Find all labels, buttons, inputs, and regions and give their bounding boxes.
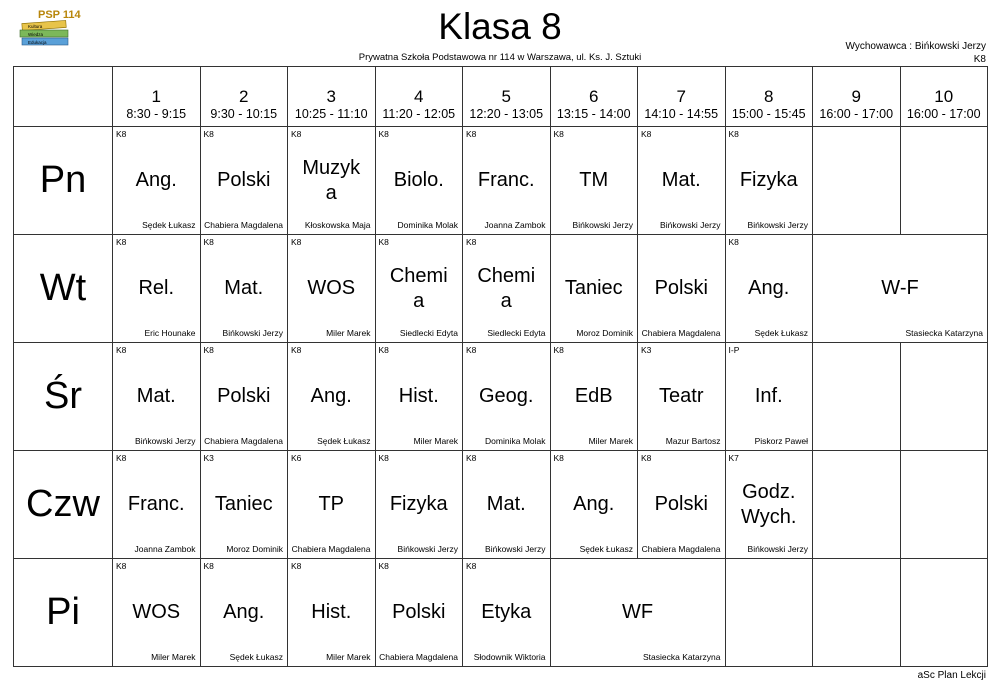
period-header xyxy=(463,67,551,127)
lesson-subject xyxy=(463,451,550,558)
lesson-teacher: Moroz Dominik xyxy=(226,544,283,554)
corner-cell xyxy=(14,67,113,127)
lesson-subject xyxy=(638,343,725,450)
lesson-subject xyxy=(113,451,200,558)
lesson-subject xyxy=(201,235,288,342)
empty-slot xyxy=(813,451,901,559)
subject-line: Geog. xyxy=(479,385,534,407)
subject-line: Franc. xyxy=(477,169,535,191)
lesson-group-code: K8 xyxy=(116,561,127,571)
lesson-cell xyxy=(550,235,638,343)
subject-line: EdB xyxy=(574,385,613,407)
subject-line: Muzyk xyxy=(302,156,361,179)
lesson-subject xyxy=(638,451,725,558)
lesson-teacher: Kłoskowska Maja xyxy=(304,220,371,230)
period-number: 4 xyxy=(414,87,424,106)
period-time: 12:20 - 13:05 xyxy=(469,107,544,121)
lesson-teacher: Joanna Zambok xyxy=(484,220,546,230)
lesson-teacher: Chabiera Magdalena xyxy=(204,436,283,446)
subject-line: a xyxy=(500,289,512,312)
lesson-subject xyxy=(113,559,200,666)
lesson-teacher: Mazur Bartosz xyxy=(665,436,721,446)
period-number: 10 xyxy=(934,87,954,106)
subject-line: Chemi xyxy=(389,264,448,287)
lesson-cell xyxy=(375,343,463,451)
lesson-subject xyxy=(288,559,375,666)
lesson-group-code: K8 xyxy=(466,237,477,247)
empty-slot xyxy=(725,559,813,667)
lesson-teacher: Moroz Dominik xyxy=(576,328,633,338)
subject-line: Polski xyxy=(392,601,446,623)
lesson-cell xyxy=(288,451,376,559)
subject-line: Chemi xyxy=(477,264,536,287)
day-row xyxy=(14,451,988,559)
lesson-teacher: Bińkowski Jerzy xyxy=(747,544,808,554)
lesson-group-code: K8 xyxy=(553,453,564,463)
lesson-teacher: Bińkowski Jerzy xyxy=(747,220,808,230)
day-label: Pi xyxy=(14,559,113,667)
lesson-subject xyxy=(726,235,813,342)
lesson-subject xyxy=(463,127,550,234)
lesson-subject xyxy=(551,127,638,234)
period-number: 8 xyxy=(764,87,774,106)
lesson-group-code: K8 xyxy=(378,453,389,463)
lesson-group-code: K3 xyxy=(641,345,652,355)
period-number: 3 xyxy=(326,87,336,106)
lesson-cell xyxy=(200,451,288,559)
lesson-teacher: Chabiera Magdalena xyxy=(204,220,283,230)
lesson-subject xyxy=(463,235,550,342)
subject-line: Fizyka xyxy=(389,493,448,515)
lesson-teacher: Siedlecki Edyta xyxy=(487,328,546,338)
subject-line: Godz. xyxy=(742,480,796,503)
subject-line: TP xyxy=(318,493,345,515)
lesson-group-code: K8 xyxy=(466,561,477,571)
lesson-group-code: K8 xyxy=(291,345,302,355)
lesson-cell xyxy=(463,127,551,235)
subject-line: Ang. xyxy=(310,385,352,407)
lesson-cell xyxy=(288,343,376,451)
subject-line: WOS xyxy=(132,601,181,623)
day-label: Pn xyxy=(14,127,113,235)
lesson-cell xyxy=(113,343,201,451)
lesson-subject xyxy=(201,559,288,666)
lesson-teacher: Sędek Łukasz xyxy=(579,544,633,554)
subject-line: Ang. xyxy=(748,277,790,299)
lesson-group-code: K8 xyxy=(378,561,389,571)
subject-line: WF xyxy=(621,601,654,623)
logo-book-2: Wiedza xyxy=(28,32,44,37)
period-time: 8:30 - 9:15 xyxy=(126,107,187,121)
lesson-group-code: K8 xyxy=(116,345,127,355)
lesson-subject xyxy=(288,451,375,558)
empty-slot xyxy=(813,343,901,451)
period-time: 10:25 - 11:10 xyxy=(294,107,368,121)
lesson-group-code: K8 xyxy=(728,129,739,139)
lesson-teacher: Bińkowski Jerzy xyxy=(222,328,283,338)
period-header xyxy=(900,67,988,127)
lesson-teacher: Sędek Łukasz xyxy=(142,220,196,230)
subject-line: Hist. xyxy=(311,601,352,623)
day-row xyxy=(14,343,988,451)
lesson-subject xyxy=(288,343,375,450)
lesson-teacher: Bińkowski Jerzy xyxy=(485,544,546,554)
period-time: 15:00 - 15:45 xyxy=(731,107,806,121)
lesson-cell xyxy=(463,235,551,343)
lesson-group-code: K8 xyxy=(466,453,477,463)
lesson-teacher: Chabiera Magdalena xyxy=(379,652,458,662)
subject-line: Mat. xyxy=(486,493,526,515)
empty-slot xyxy=(900,559,988,667)
period-time: 16:00 - 17:00 xyxy=(819,107,894,121)
day-label: Wt xyxy=(14,235,113,343)
lesson-teacher: Piskorz Paweł xyxy=(754,436,808,446)
lesson-group-code: K8 xyxy=(466,345,477,355)
lesson-teacher: Sędek Łukasz xyxy=(317,436,371,446)
lesson-subject xyxy=(463,559,550,666)
period-header xyxy=(288,67,376,127)
lesson-cell xyxy=(200,127,288,235)
lesson-cell xyxy=(113,127,201,235)
subject-line: TM xyxy=(579,169,609,191)
lesson-group-code: K8 xyxy=(203,129,214,139)
period-header xyxy=(813,67,901,127)
lesson-cell xyxy=(113,559,201,667)
lesson-cell xyxy=(288,559,376,667)
lesson-teacher: Dominika Molak xyxy=(397,220,458,230)
lesson-cell xyxy=(638,235,726,343)
lesson-group-code: K7 xyxy=(728,453,739,463)
class-code: K8 xyxy=(973,54,986,65)
lesson-cell xyxy=(375,127,463,235)
subject-line: Mat. xyxy=(136,385,176,407)
period-number: 2 xyxy=(239,87,249,106)
period-number: 5 xyxy=(501,87,511,106)
lesson-group-code: K8 xyxy=(291,129,302,139)
period-time: 16:00 - 17:00 xyxy=(906,107,981,121)
lesson-cell xyxy=(200,559,288,667)
lesson-teacher: Miler Marek xyxy=(413,436,458,446)
lesson-subject xyxy=(201,343,288,450)
subject-line: Mat. xyxy=(661,169,701,191)
period-header xyxy=(375,67,463,127)
lesson-group-code: K8 xyxy=(116,237,127,247)
lesson-cell xyxy=(463,559,551,667)
lesson-teacher: Chabiera Magdalena xyxy=(641,544,721,554)
subject-line: Polski xyxy=(217,169,271,191)
subject-line: a xyxy=(325,181,337,204)
lesson-subject xyxy=(463,343,550,450)
period-time: 11:20 - 12:05 xyxy=(382,107,456,121)
logo-text: PSP 114 xyxy=(38,9,81,21)
lesson-teacher: Słodownik Wiktoria xyxy=(473,652,546,662)
lesson-group-code: K8 xyxy=(641,129,652,139)
lesson-subject xyxy=(113,127,200,234)
period-number: 9 xyxy=(851,87,861,106)
period-number: 7 xyxy=(676,87,686,106)
lesson-group-code: K6 xyxy=(291,453,302,463)
lesson-teacher: Chabiera Magdalena xyxy=(641,328,721,338)
lesson-group-code: K8 xyxy=(553,129,564,139)
lesson-group-code: K3 xyxy=(203,453,214,463)
lesson-cell xyxy=(200,343,288,451)
subject-line: Ang. xyxy=(135,169,177,191)
subject-line: WOS xyxy=(307,277,356,299)
subject-line: Fizyka xyxy=(739,169,798,191)
lesson-subject xyxy=(288,235,375,342)
subject-line: Wych. xyxy=(741,505,797,528)
empty-slot xyxy=(813,127,901,235)
lesson-teacher: Bińkowski Jerzy xyxy=(135,436,196,446)
page-title: Klasa 8 xyxy=(438,6,562,47)
lesson-cell xyxy=(725,343,813,451)
lesson-subject xyxy=(201,127,288,234)
lesson-subject xyxy=(726,343,813,450)
empty-slot xyxy=(900,343,988,451)
subject-line: Hist. xyxy=(398,385,439,407)
lesson-teacher: Dominika Molak xyxy=(485,436,546,446)
lesson-cell xyxy=(638,451,726,559)
lesson-cell xyxy=(813,235,988,343)
footer-credit: aSc Plan Lekcji xyxy=(917,670,986,681)
lesson-cell xyxy=(638,343,726,451)
lesson-cell xyxy=(725,451,813,559)
subject-line: Inf. xyxy=(754,385,783,407)
empty-slot xyxy=(813,559,901,667)
lesson-cell xyxy=(550,343,638,451)
lesson-teacher: Stasiecka Katarzyna xyxy=(643,652,721,662)
lesson-teacher: Eric Hounake xyxy=(144,328,196,338)
period-number: 6 xyxy=(589,87,599,106)
empty-slot xyxy=(900,127,988,235)
lesson-subject xyxy=(376,451,463,558)
lesson-teacher: Bińkowski Jerzy xyxy=(660,220,721,230)
lesson-subject xyxy=(288,127,375,234)
lesson-group-code: I-P xyxy=(728,345,740,355)
lesson-cell xyxy=(113,235,201,343)
lesson-subject xyxy=(813,235,987,342)
timetable-grid xyxy=(13,66,988,667)
lesson-group-code: K8 xyxy=(203,345,214,355)
lesson-group-code: K8 xyxy=(378,345,389,355)
lesson-group-code: K8 xyxy=(116,129,127,139)
period-header xyxy=(113,67,201,127)
lesson-teacher: Siedlecki Edyta xyxy=(399,328,458,338)
lesson-cell xyxy=(463,451,551,559)
day-row xyxy=(14,127,988,235)
lesson-cell xyxy=(725,127,813,235)
lesson-subject xyxy=(551,559,725,666)
logo-book-3: Edukacja xyxy=(28,40,47,45)
lesson-subject xyxy=(201,451,288,558)
subject-line: Taniec xyxy=(214,493,273,515)
lesson-group-code: K8 xyxy=(203,561,214,571)
empty-slot xyxy=(900,451,988,559)
lesson-subject xyxy=(376,235,463,342)
lesson-subject xyxy=(726,451,813,558)
subject-line: a xyxy=(413,289,425,312)
lesson-teacher: Sędek Łukasz xyxy=(229,652,283,662)
subject-line: Etyka xyxy=(481,601,532,623)
subject-line: Polski xyxy=(654,493,708,515)
lesson-group-code: K8 xyxy=(466,129,477,139)
day-label: Czw xyxy=(14,451,113,559)
period-number: 1 xyxy=(151,87,161,106)
logo-book-1: Kultura xyxy=(28,24,43,29)
lesson-cell xyxy=(288,127,376,235)
lesson-cell xyxy=(375,235,463,343)
lesson-cell xyxy=(550,559,725,667)
period-header xyxy=(725,67,813,127)
subject-line: W-F xyxy=(881,277,919,299)
lesson-teacher: Miler Marek xyxy=(326,652,371,662)
lesson-teacher: Chabiera Magdalena xyxy=(291,544,371,554)
lesson-cell xyxy=(288,235,376,343)
lesson-subject xyxy=(551,343,638,450)
lesson-cell xyxy=(725,235,813,343)
lesson-cell xyxy=(638,127,726,235)
lesson-cell xyxy=(550,127,638,235)
lesson-subject xyxy=(638,235,725,342)
lesson-teacher: Bińkowski Jerzy xyxy=(572,220,633,230)
lesson-cell xyxy=(375,451,463,559)
subject-line: Polski xyxy=(217,385,271,407)
subject-line: Biolo. xyxy=(393,169,444,191)
period-time: 13:15 - 14:00 xyxy=(556,107,631,121)
lesson-group-code: K8 xyxy=(291,237,302,247)
period-header xyxy=(550,67,638,127)
subject-line: Taniec xyxy=(564,277,623,299)
lesson-cell xyxy=(113,451,201,559)
subject-line: Franc. xyxy=(127,493,185,515)
lesson-teacher: Miler Marek xyxy=(588,436,633,446)
period-header-row xyxy=(14,67,988,127)
lesson-subject xyxy=(376,343,463,450)
subject-line: Teatr xyxy=(659,385,704,407)
lesson-teacher: Miler Marek xyxy=(151,652,196,662)
school-name: Prywatna Szkoła Podstawowa nr 114 w Warszawa, ul. Ks. J. Sztuki xyxy=(358,52,642,63)
lesson-cell xyxy=(200,235,288,343)
day-row xyxy=(14,235,988,343)
lesson-subject xyxy=(726,127,813,234)
period-time: 9:30 - 10:15 xyxy=(210,107,278,121)
subject-line: Mat. xyxy=(224,277,264,299)
lesson-group-code: K8 xyxy=(291,561,302,571)
lesson-teacher: Miler Marek xyxy=(326,328,371,338)
lesson-teacher: Stasiecka Katarzyna xyxy=(905,328,983,338)
lesson-cell xyxy=(550,451,638,559)
lesson-subject xyxy=(376,559,463,666)
lesson-subject xyxy=(376,127,463,234)
lesson-group-code: K8 xyxy=(641,453,652,463)
period-header xyxy=(200,67,288,127)
subject-line: Polski xyxy=(654,277,708,299)
lesson-teacher: Sędek Łukasz xyxy=(754,328,808,338)
day-label: Śr xyxy=(14,343,113,451)
lesson-group-code: K8 xyxy=(553,345,564,355)
lesson-subject xyxy=(113,235,200,342)
lesson-group-code: K8 xyxy=(728,237,739,247)
subject-line: Rel. xyxy=(138,277,175,299)
period-time: 14:10 - 14:55 xyxy=(644,107,719,121)
day-row xyxy=(14,559,988,667)
lesson-teacher: Joanna Zambok xyxy=(134,544,196,554)
lesson-subject xyxy=(551,235,638,342)
lesson-subject xyxy=(638,127,725,234)
subject-line: Ang. xyxy=(573,493,615,515)
lesson-group-code: K8 xyxy=(378,237,389,247)
lesson-group-code: K8 xyxy=(378,129,389,139)
lesson-cell xyxy=(463,343,551,451)
subject-line: Ang. xyxy=(223,601,265,623)
class-tutor: Wychowawca : Bińkowski Jerzy xyxy=(845,41,986,52)
lesson-subject xyxy=(551,451,638,558)
period-header xyxy=(638,67,726,127)
lesson-group-code: K8 xyxy=(116,453,127,463)
lesson-cell xyxy=(375,559,463,667)
lesson-subject xyxy=(113,343,200,450)
lesson-group-code: K8 xyxy=(203,237,214,247)
lesson-teacher: Bińkowski Jerzy xyxy=(397,544,458,554)
